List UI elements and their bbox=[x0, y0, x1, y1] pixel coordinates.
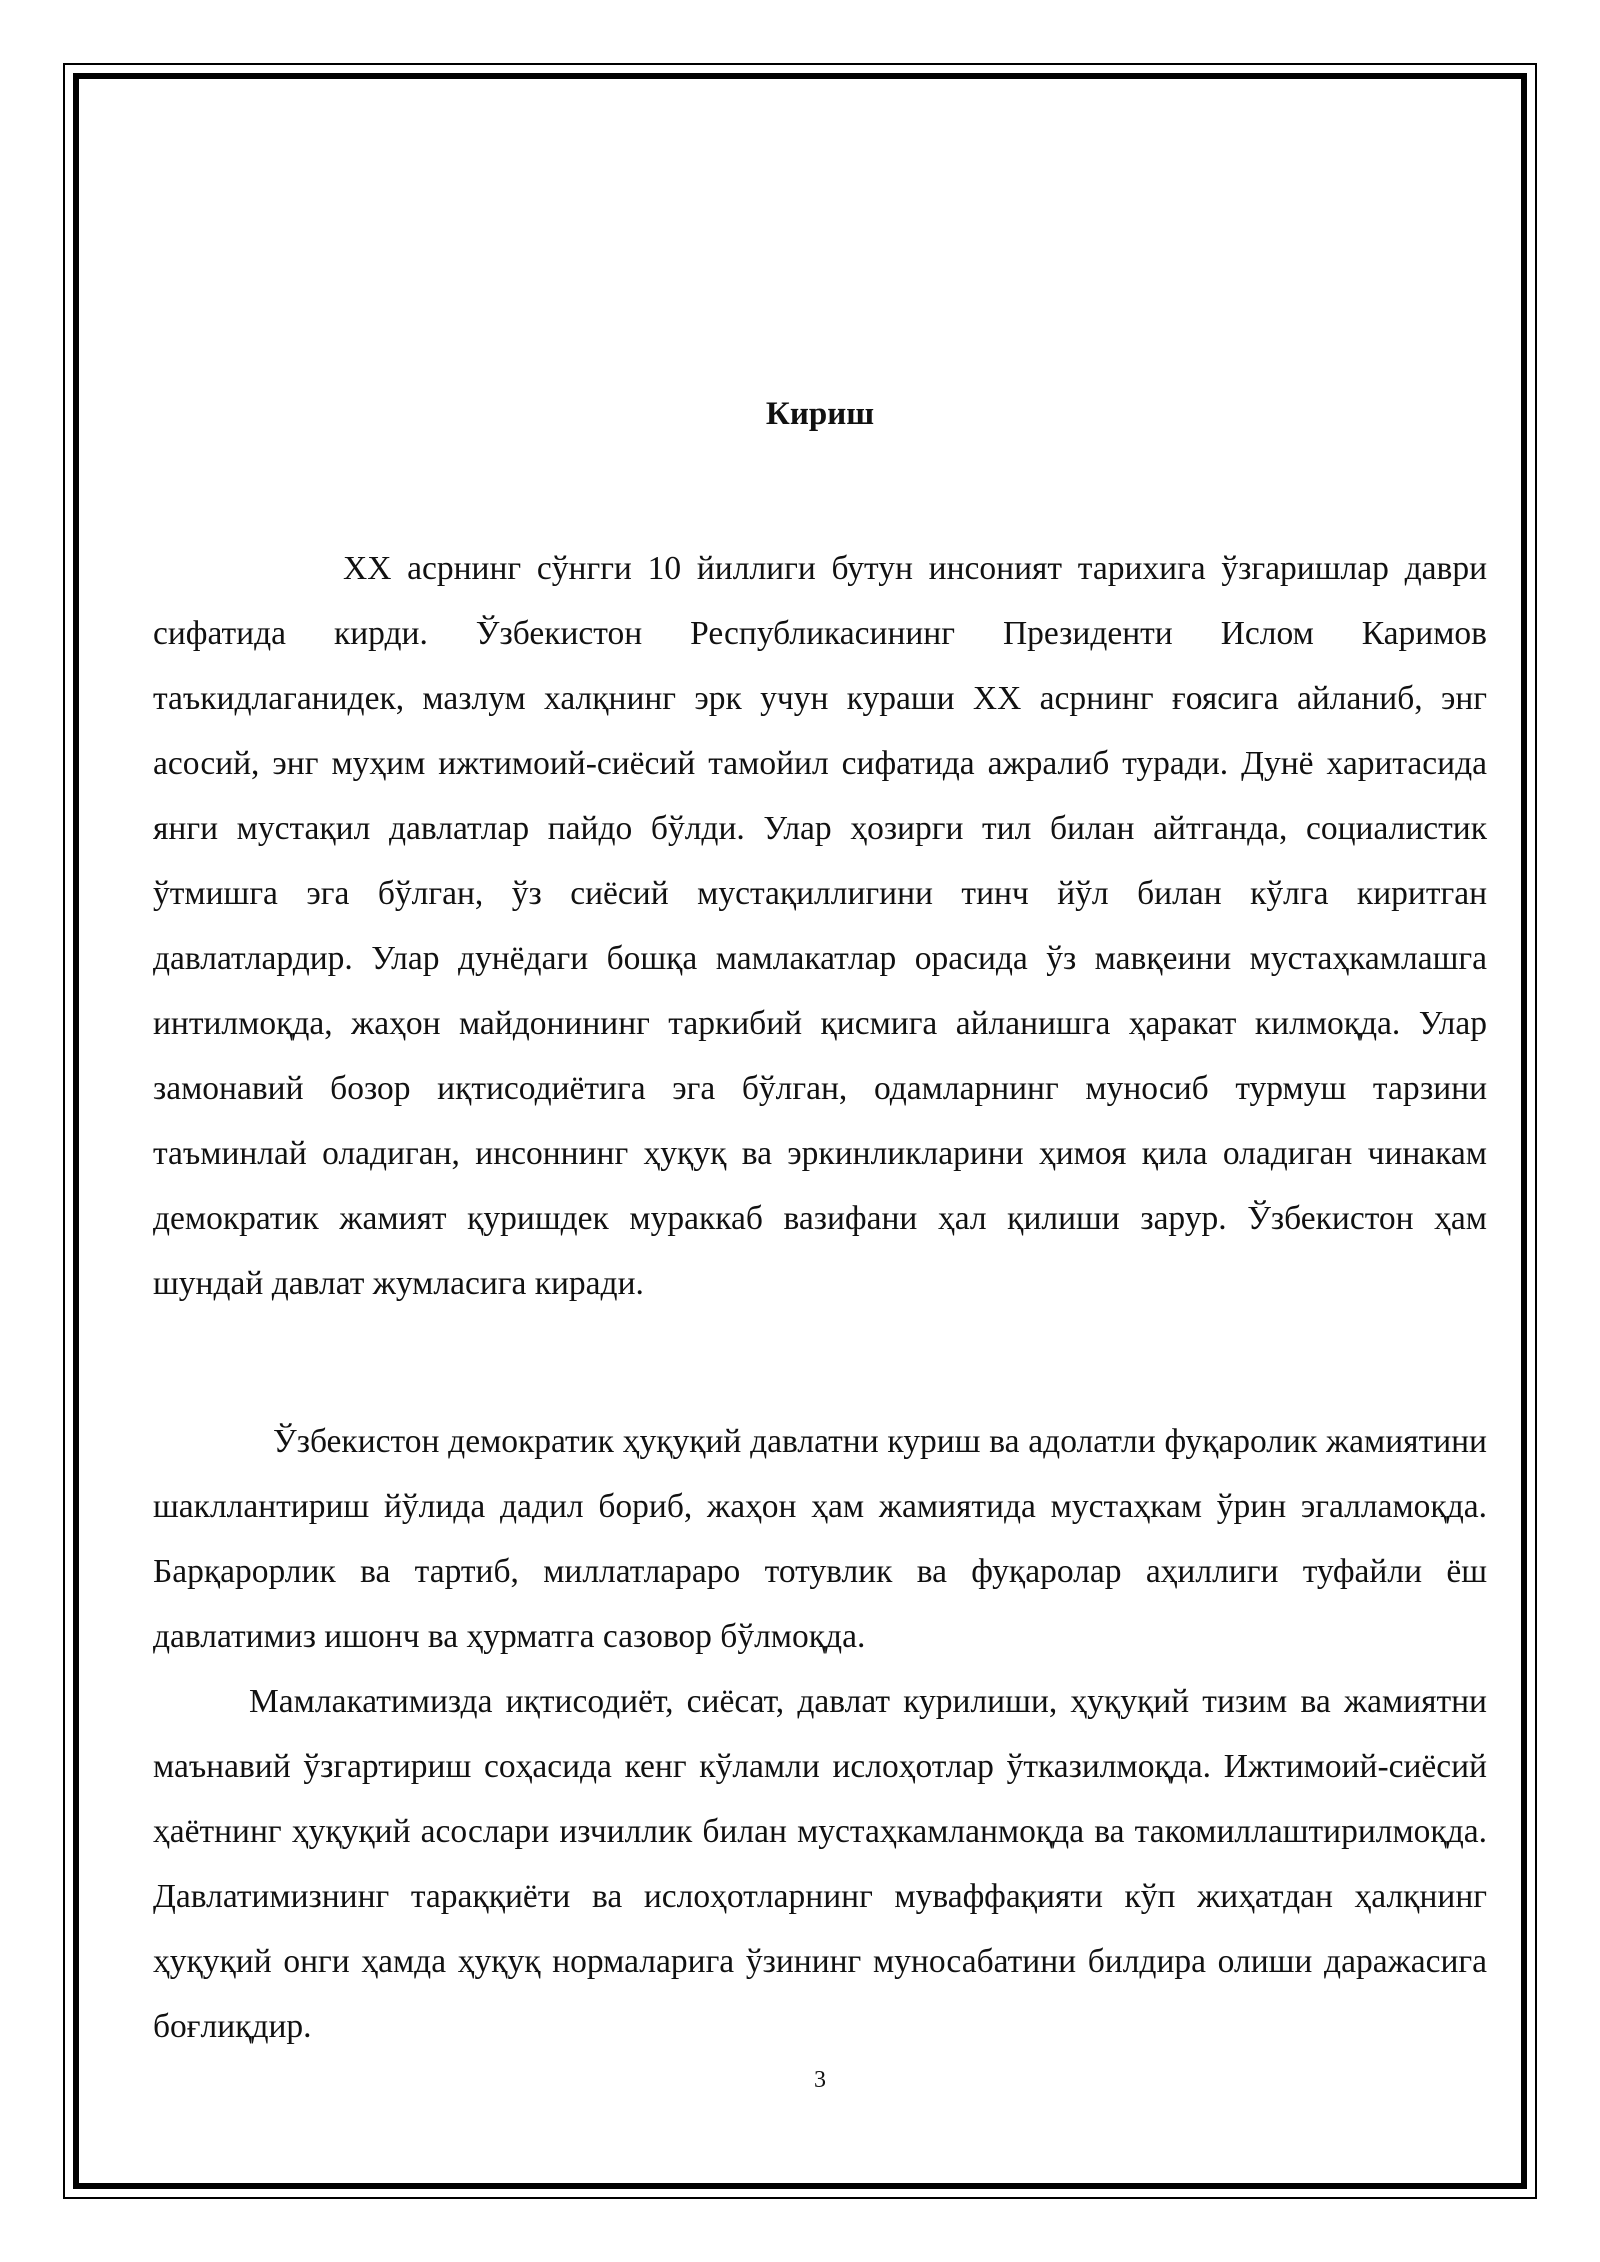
paragraph-3: Мамлакатимизда иқтисодиёт, сиёсат, давлат курилиши, ҳуқуқий тизим ва жамиятни маънавий ўзгартириш соҳасида кенг кўламли ислоҳотлар ўтказилмоқда. Ижтимоий-сиёсий ҳаётнинг ҳуқуқий асослари изчиллик билан мустаҳкамланмоқда ва такомиллаштирилмоқда. Давлатимизнинг тараққиёти ва ислоҳотларнинг муваффақияти кўп жиҳатдан ҳалқнинг ҳуқуқий онги ҳамда ҳуқуқ нормаларига ўзининг муносабатини билдира олиши даражасига боғлиқдир. bbox=[153, 1683, 1487, 2045]
paragraph-2: Ўзбекистон демократик ҳуқуқий давлатни куриш ва адолатли фуқаролик жамиятини шакллантириш йўлида дадил бориб, жаҳон ҳам жамиятида мустаҳкам ўрин эгалламоқда. Барқарорлик ва тартиб, миллатлараро тотувлик ва фуқаролар аҳиллиги туфайли ёш давлатимиз ишонч ва ҳурматга сазовор бўлмоқда. bbox=[153, 1423, 1487, 1655]
page-number: 3 bbox=[814, 2067, 826, 2093]
paragraph-1: XX асрнинг сўнгги 10 йиллиги бутун инсоният тарихига ўзгаришлар даври сифатида кирди. Ўзбекистон Республикасининг Президенти Ислом Каримов таъкидлаганидек, мазлум халқнинг эрк учун кураши XX асрнинг ғоясига айланиб, энг асосий, энг муҳим ижтимоий-сиёсий тамойил сифатида ажралиб туради. Дунё харитасида янги мустақил давлатлар пайдо бўлди. Улар ҳозирги тил билан айтганда, социалистик ўтмишга эга бўлган, ўз сиёсий мустақиллигини тинч йўл билан кўлга киритган давлатлардир. Улар дунёдаги бошқа мамлакатлар орасида ўз мавқеини мустаҳкамлашга интилмоқда, жаҳон майдонининг таркибий қисмига айланишга ҳаракат килмоқда. Улар замонавий бозор иқтисодиётига эга бўлган, одамларнинг муносиб турмуш тарзини таъминлай оладиган, инсоннинг ҳуқуқ ва эркинликларини ҳимоя қила оладиган чинакам демократик жамият қуришдек мураккаб вазифани ҳал қилиши зарур. Ўзбекистон ҳам шундай давлат жумласига киради. bbox=[153, 550, 1487, 1302]
page-title: Кириш bbox=[765, 396, 875, 433]
